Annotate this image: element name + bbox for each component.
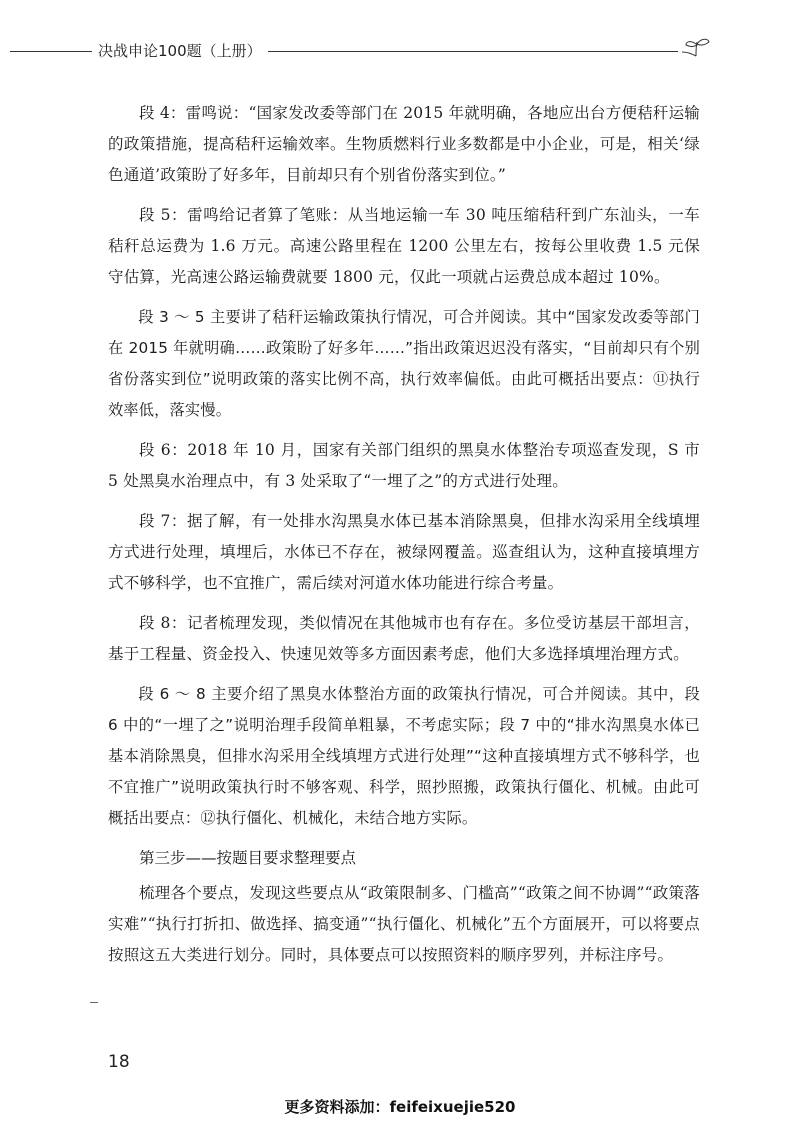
paragraph-source-6: 段 6：2018 年 10 月，国家有关部门组织的黑臭水体整治专项巡查发现，S 市 5 处黑臭水治理点中，有 3 处采取了“一埋了之”的方式进行处理。 [108, 441, 700, 490]
paragraph-source-5: 段 5：雷鸣给记者算了笔账：从当地运输一车 30 吨压缩秸秆到广东汕头，一车秸秆总运费为 1.6 万元。高速公路里程在 1200 公里左右，按每公里收费 1.5 元保守估算，光高速公路运输费就要 1800 元，仅此一项就占运费总成本超过 10%。 [108, 206, 700, 286]
paragraph-source-4: 段 4：雷鸣说：“国家发改委等部门在 2015 年就明确，各地应出台方便秸秆运输的政策措施，提高秸秆运输效率。生物质燃料行业多数都是中小企业，可是，相关‘绿色通道’政策盼了好多年，目前却只有个别省份落实到位。” [108, 104, 700, 184]
paragraph-analysis-6-8: 段 6 ～ 8 主要介绍了黑臭水体整治方面的政策执行情况，可合并阅读。其中，段 6 中的“一埋了之”说明治理手段简单粗暴，不考虑实际；段 7 中的“排水沟黑臭水体已基本消除黑臭，但排水沟采用全线填埋方式进行处理”“这种直接填埋方式不够科学，也不宜推广”说明政策执行时不够客观、科学，照抄照搬，政策执行僵化、机械。由此可概括出要点：⑫执行僵化、机械化，未结合地方实际。 [108, 685, 700, 827]
paragraph-source-7: 段 7：据了解，有一处排水沟黑臭水体已基本消除黑臭，但排水沟采用全线填埋方式进行处理，填埋后，水体已不存在，被绿网覆盖。巡查组认为，这种直接填埋方式不够科学，也不宜推广，需后续对河道水体功能进行综合考量。 [108, 512, 700, 592]
page-number: 18 [108, 1052, 130, 1072]
running-header [0, 36, 800, 66]
paragraph-source-8: 段 8：记者梳理发现，类似情况在其他城市也有存在。多位受访基层干部坦言，基于工程量、资金投入、快速见效等多方面因素考虑，他们大多选择填埋治理方式。 [108, 614, 700, 663]
sprout-icon [676, 36, 716, 66]
margin-mark [90, 1002, 98, 1003]
footer-contact-note: 更多资料添加：feifeixuejie520 [284, 1098, 516, 1116]
step-three-heading: 第三步——按题目要求整理要点 [139, 849, 357, 867]
header-rule-left [10, 51, 92, 52]
paragraph-analysis-3-5: 段 3 ～ 5 主要讲了秸秆运输政策执行情况，可合并阅读。其中“国家发改委等部门在 2015 年就明确……政策盼了好多年……”指出政策迟迟没有落实，“目前却只有个别省份落实到位”说明政策的落实比例不高，执行效率偏低。由此可概括出要点：⑪执行效率低，落实慢。 [108, 308, 700, 419]
page-body [108, 98, 700, 980]
book-title: 决战申论100题（上册） [98, 42, 262, 60]
header-rule-right [268, 51, 678, 52]
paragraph-closing: 梳理各个要点，发现这些要点从“政策限制多、门槛高”“政策之间不协调”“政策落实难”“执行打折扣、做选择、搞变通”“执行僵化、机械化”五个方面展开，可以将要点按照这五大类进行划分。同时，具体要点可以按照资料的顺序罗列，并标注序号。 [108, 884, 700, 964]
